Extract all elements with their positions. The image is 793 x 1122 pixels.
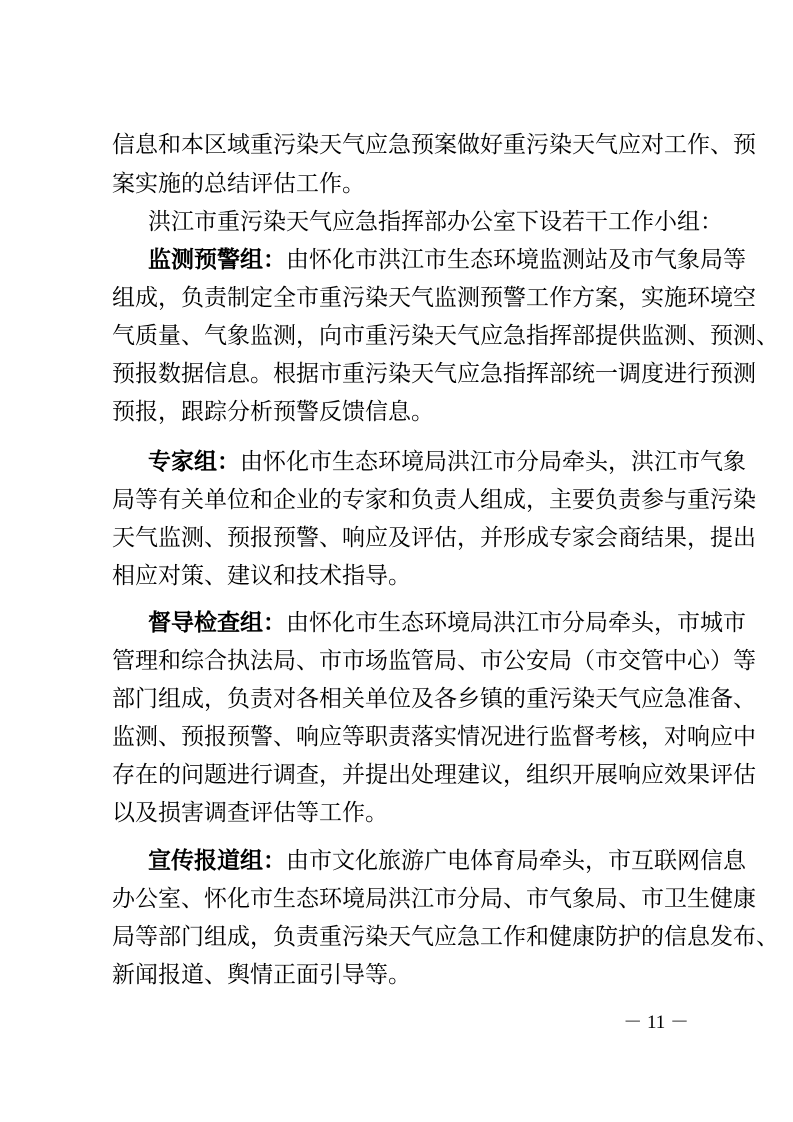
paragraph-4-line-3: 天气监测、预报预警、响应及评估，并形成专家会商结果，提出 <box>112 525 756 551</box>
paragraph-3-line-4: 预报数据信息。根据市重污染天气应急指挥部统一调度进行预测 <box>112 361 756 387</box>
paragraph-5-line-6: 以及损害调查评估等工作。 <box>112 800 388 826</box>
paragraph-1-line-1: 信息和本区域重污染天气应急预案做好重污染天气应对工作、预 <box>112 132 756 158</box>
paragraph-5-line-1 <box>148 608 746 638</box>
page-number: － 11 － <box>623 1012 689 1033</box>
paragraph-1-line-2: 案实施的总结评估工作。 <box>112 171 365 197</box>
paragraph-6-line-4: 新闻报道、舆情正面引导等。 <box>112 962 411 988</box>
paragraph-4-line-1-text: 由怀化市生态环境局洪江市分局牵头，洪江市气象 <box>240 449 746 475</box>
paragraph-5-line-4: 监测、预报预警、响应等职责落实情况进行监督考核，对响应中 <box>112 724 756 750</box>
paragraph-4-line-1 <box>148 447 746 477</box>
section-heading-publicity: 宣传报道组： <box>148 848 286 874</box>
paragraph-6-line-1-text: 由市文化旅游广电体育局牵头，市互联网信息 <box>286 848 746 874</box>
paragraph-5-line-1-text: 由怀化市生态环境局洪江市分局牵头，市城市 <box>286 610 746 636</box>
paragraph-5-line-3: 部门组成，负责对各相关单位及各乡镇的重污染天气应急准备、 <box>112 686 756 712</box>
paragraph-6-line-3: 局等部门组成，负责重污染天气应急工作和健康防护的信息发布、 <box>112 924 779 950</box>
paragraph-5-line-5: 存在的问题进行调查，并提出处理建议，组织开展响应效果评估 <box>112 762 756 788</box>
paragraph-3-line-1 <box>148 245 746 275</box>
paragraph-3-line-1-text: 由怀化市洪江市生态环境监测站及市气象局等 <box>286 247 746 273</box>
paragraph-2-line-1: 洪江市重污染天气应急指挥部办公室下设若干工作小组： <box>148 209 723 235</box>
paragraph-4-line-2: 局等有关单位和企业的专家和负责人组成，主要负责参与重污染 <box>112 487 756 513</box>
paragraph-3-line-5: 预报，跟踪分析预警反馈信息。 <box>112 399 434 425</box>
paragraph-3-line-2: 组成，负责制定全市重污染天气监测预警工作方案，实施环境空 <box>112 285 756 311</box>
paragraph-4-line-4: 相应对策、建议和技术指导。 <box>112 563 411 589</box>
section-heading-monitoring: 监测预警组： <box>148 247 286 273</box>
section-heading-inspection: 督导检查组： <box>148 610 286 636</box>
paragraph-6-line-1 <box>148 846 746 876</box>
paragraph-6-line-2: 办公室、怀化市生态环境局洪江市分局、市气象局、市卫生健康 <box>112 886 756 912</box>
section-heading-experts: 专家组： <box>148 449 240 475</box>
paragraph-3-line-3: 气质量、气象监测，向市重污染天气应急指挥部提供监测、预测、 <box>112 323 779 349</box>
paragraph-5-line-2: 管理和综合执法局、市市场监管局、市公安局（市交管中心）等 <box>112 648 756 674</box>
